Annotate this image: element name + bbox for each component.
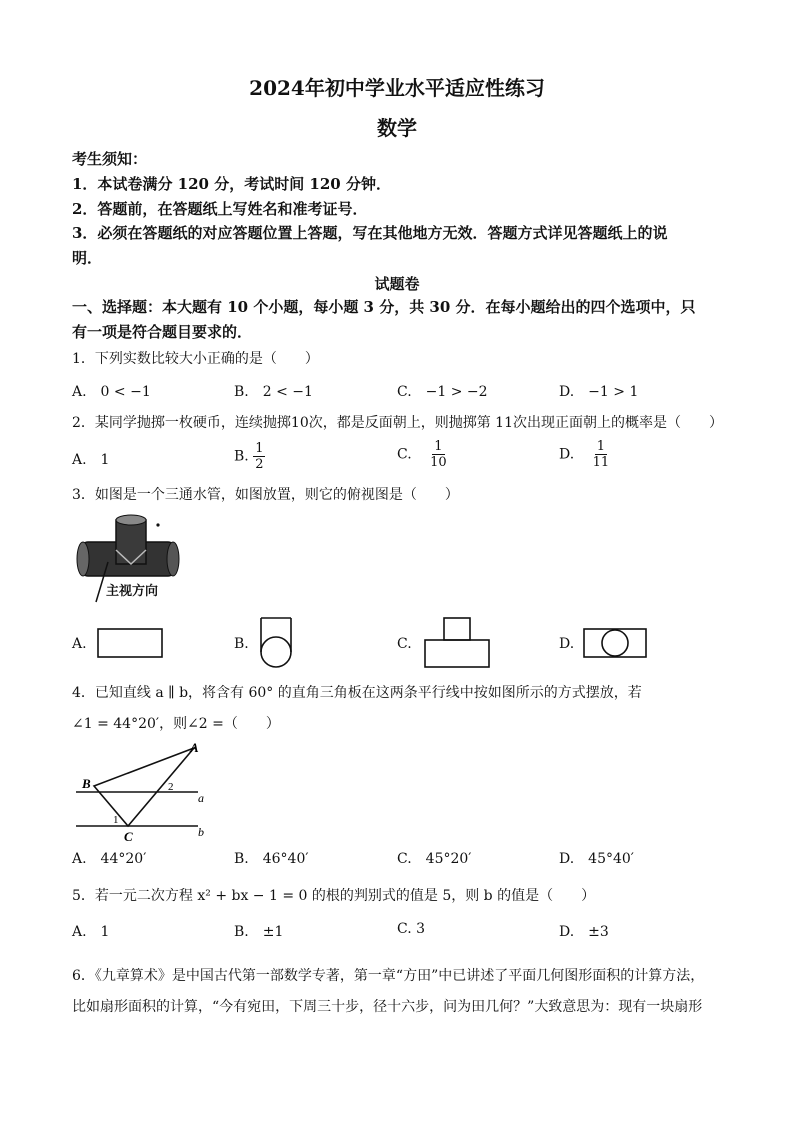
q2-option-b-label: B. (234, 448, 249, 465)
q5-option-d[interactable]: D. ±3 (559, 924, 609, 940)
pipe-left-end (77, 542, 89, 576)
q2-b-denominator: 2 (255, 457, 264, 472)
q1-option-d[interactable]: D. −1 > 1 (559, 384, 639, 400)
q4-option-b[interactable]: B. 46°40′ (234, 851, 309, 867)
q2-b-numerator: 1 (255, 441, 264, 456)
part1-instruction-1: 一、选择题：本大题有 10 个小题，每小题 3 分，共 30 分．在每小题给出的四个选项中，只 (72, 298, 696, 316)
q3-option-d-figure (582, 627, 648, 659)
label-angle-1: 1 (113, 814, 119, 826)
q4-option-d[interactable]: D. 45°40′ (559, 851, 634, 867)
q2-option-d-label: D. (559, 446, 575, 463)
q5-stem: 5．若一元二次方程 x² + bx − 1 = 0 的根的判别式的值是 5，则 b 的值是（ ） (72, 888, 596, 904)
q1-option-b[interactable]: B. 2 < −1 (234, 384, 313, 400)
q3-option-c[interactable] (397, 636, 412, 652)
q2-option-b[interactable] (234, 441, 265, 472)
q3-option-c-label: C. (397, 636, 412, 652)
q1-option-c[interactable]: C. −1 > −2 (397, 384, 488, 400)
q3-option-b-label: B. (234, 636, 249, 652)
exam-title: 2024年初中学业水平适应性练习 (249, 76, 545, 100)
q2-d-denominator: 11 (592, 455, 610, 470)
pipe-top-end (116, 515, 146, 525)
notice-item-2: 2．答题前，在答题纸上写姓名和准考证号． (72, 200, 368, 218)
label-b: b (198, 825, 204, 839)
pipe-vertical (116, 520, 146, 564)
part1-instruction-2: 有一项是符合题目要求的． (72, 323, 253, 341)
q4-triangle-figure (72, 740, 212, 844)
q3-option-a[interactable] (72, 636, 87, 652)
q2-option-c-fraction (430, 439, 447, 470)
q3-option-b-figure (258, 616, 294, 668)
label-angle-2: 2 (168, 781, 174, 793)
notice-item-1: 1．本试卷满分 120 分，考试时间 120 分钟． (72, 175, 391, 193)
section-label: 试题卷 (374, 275, 420, 293)
q4-stem-line2: ∠1 = 44°20′，则∠2 =（ ） (72, 716, 280, 732)
q2-option-b-fraction (253, 441, 265, 472)
q1-option-a[interactable]: A. 0 < −1 (72, 384, 151, 400)
label-B: B (82, 776, 91, 791)
q2-option-c[interactable] (397, 439, 447, 470)
q2-d-numerator: 1 (596, 439, 606, 454)
q2-option-c-label: C. (397, 446, 412, 463)
q5-option-a[interactable]: A. 1 (72, 924, 110, 940)
q1-stem: 1．下列实数比较大小正确的是（ ） (72, 351, 319, 367)
q4-option-c[interactable]: C. 45°20′ (397, 851, 472, 867)
q2-c-numerator: 1 (434, 439, 443, 454)
pipe-right-end (167, 542, 179, 576)
q2-c-denominator: 10 (430, 455, 447, 470)
notice-item-3: 3．必须在答题纸的对应答题位置上答题，写在其他地方无效．答题方式详见答题纸上的说 (72, 224, 668, 242)
set-square (94, 748, 194, 826)
figure-dot (156, 523, 159, 526)
q6-line1: 6．《九章算术》是中国古代第一部数学专著，第一章“方田”中已讲述了平面几何图形面积的计算方法， (72, 968, 705, 984)
q2-option-d-fraction (593, 439, 610, 470)
q4-stem-line1: 4．已知直线 a ∥ b，将含有 60° 的直角三角板在这两条平行线中按如图所示的方式摆放，若 (72, 685, 642, 701)
label-C: C (124, 829, 133, 844)
exam-subject: 数学 (377, 116, 417, 140)
q5-option-b[interactable]: B. ±1 (234, 924, 284, 940)
q3-option-c-figure (422, 616, 492, 670)
q3-option-a-figure (96, 627, 164, 659)
q3-stem: 3．如图是一个三通水管，如图放置，则它的俯视图是（ ） (72, 487, 459, 503)
q4-option-a[interactable]: A. 44°20′ (72, 851, 147, 867)
q6-line2: 比如扇形面积的计算，“今有宛田，下周三十步，径十六步，问为田几何？”大致意思为：现有一块扇形 (72, 999, 703, 1015)
q3-option-b[interactable] (234, 636, 249, 652)
label-A: A (190, 740, 199, 755)
notice-item-3-cont: 明． (72, 249, 103, 267)
q3-figure-caption: 主视方向 (106, 584, 159, 599)
label-a: a (198, 791, 204, 805)
q2-option-a[interactable]: A. 1 (72, 452, 110, 468)
notice-heading: 考生须知： (72, 150, 148, 168)
q3-option-a-label: A. (72, 636, 87, 652)
q3-option-d-label: D. (559, 636, 575, 652)
q2-option-d[interactable] (559, 439, 609, 470)
q5-option-c[interactable]: C. 3 (397, 921, 426, 937)
q3-option-d[interactable] (559, 636, 574, 652)
q2-stem: 2．某同学抛掷一枚硬币，连续抛掷10次，都是反面朝上，则抛掷第 11次出现正面朝上的概率是（ ） (72, 415, 723, 431)
